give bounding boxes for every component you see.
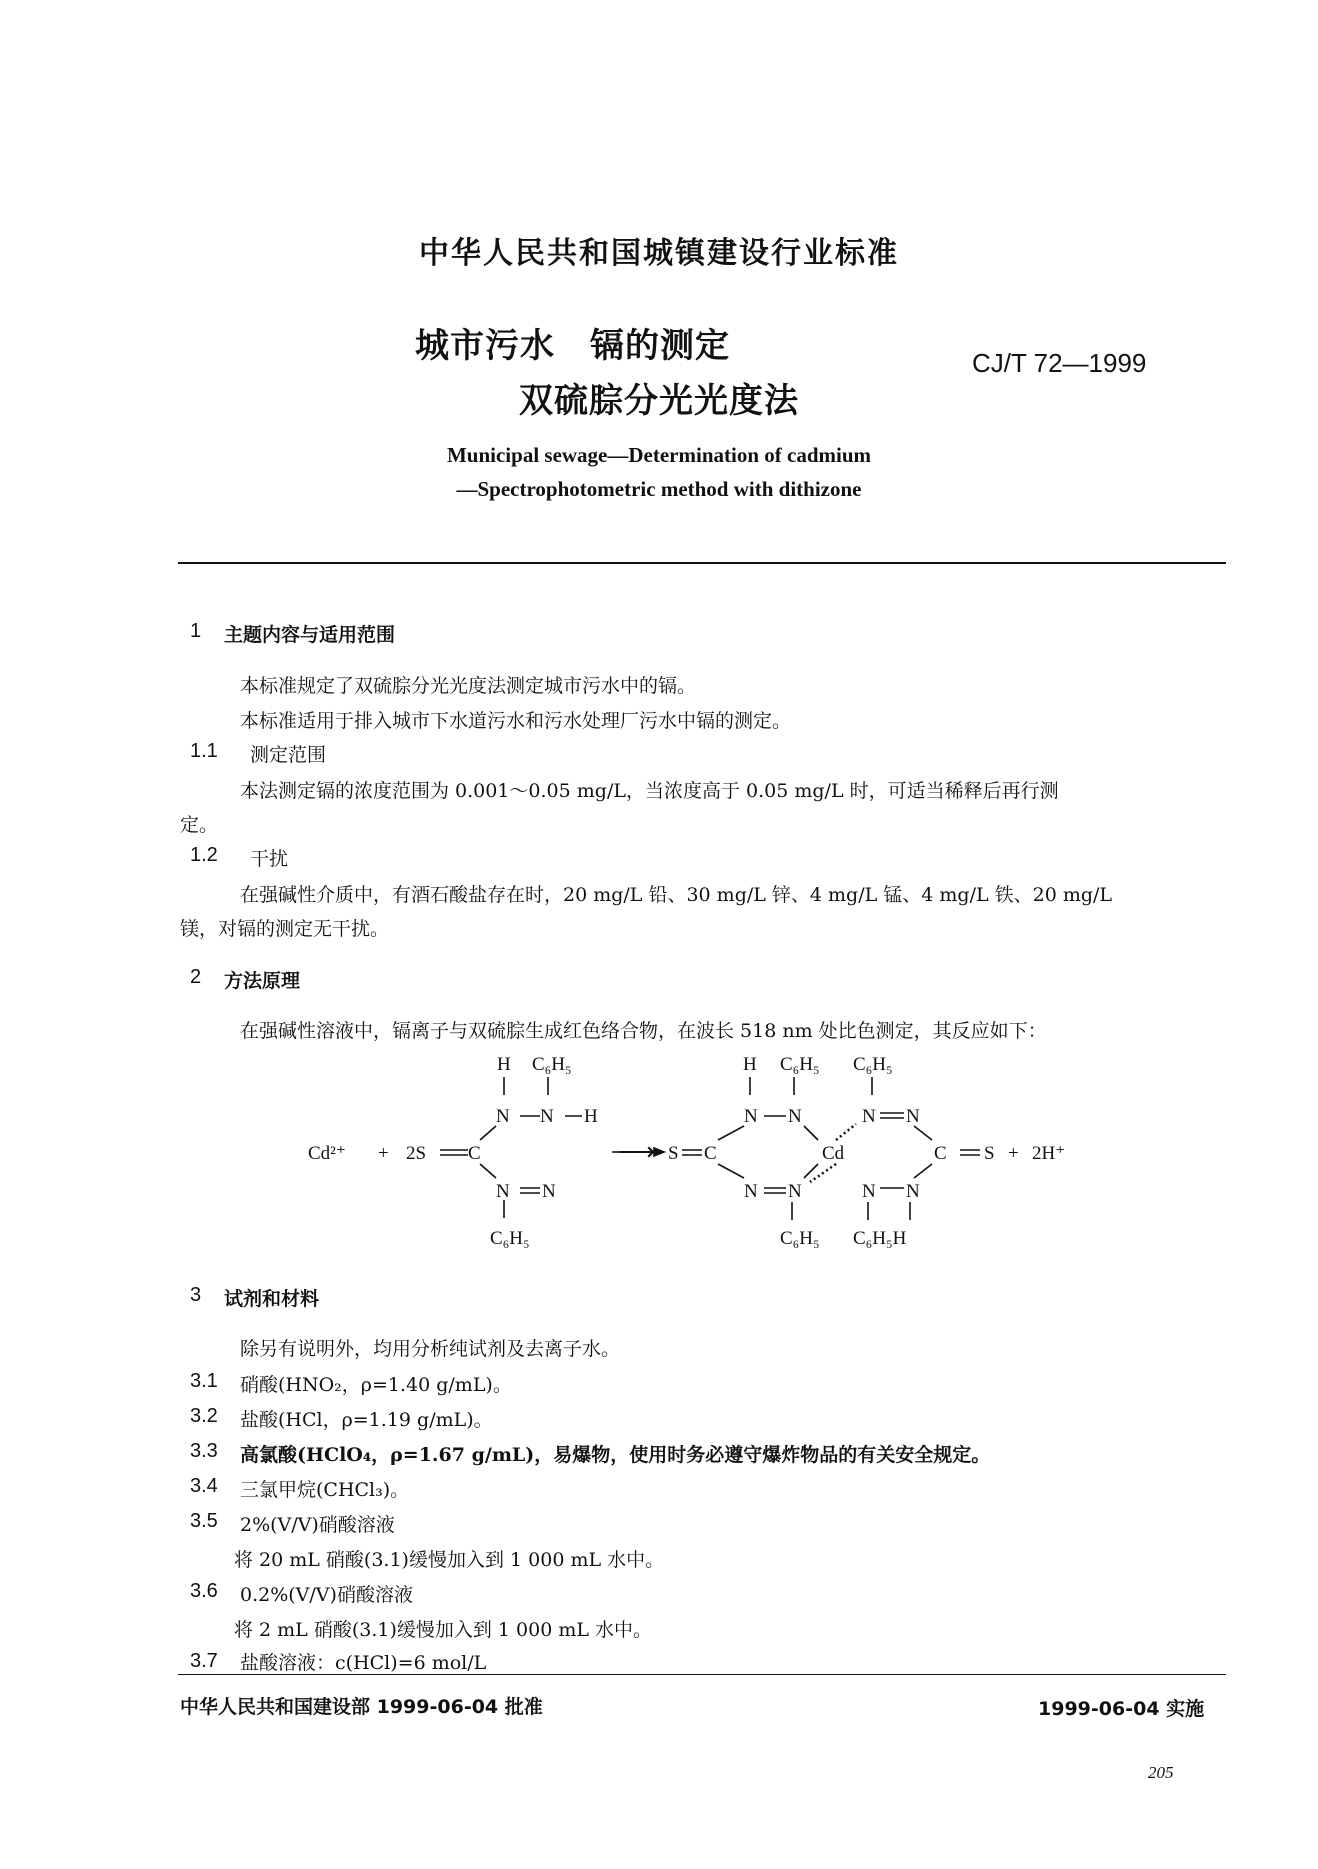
section-1-number: 1 bbox=[190, 620, 202, 642]
section-1-2-title: 干扰 bbox=[250, 848, 289, 870]
title-line-2: 双硫腙分光光度法 bbox=[519, 381, 799, 421]
section-3-para-1: 除另有说明外，均用分析纯试剂及去离子水。 bbox=[240, 1338, 621, 1360]
header-divider bbox=[178, 562, 1226, 564]
english-title-line-2: —Spectrophotometric method with dithizone bbox=[456, 477, 862, 501]
product-cd-label: Cd bbox=[822, 1143, 845, 1164]
reactant-nh-h-label: H bbox=[584, 1106, 598, 1127]
cd-ion-label: Cd²⁺ bbox=[308, 1143, 346, 1164]
item-3-1-text: 硝酸(HNO₂，ρ=1.40 g/mL)。 bbox=[240, 1374, 512, 1396]
product-n8-label: N bbox=[906, 1181, 920, 1202]
product-carbon-left-label: C bbox=[704, 1143, 717, 1164]
item-3-4-text: 三氯甲烷(CHCl₃)。 bbox=[240, 1479, 410, 1501]
section-1-2-para-b: 镁，对镉的测定无干扰。 bbox=[180, 918, 390, 940]
reaction-arrow-glyph: ⟶ bbox=[618, 1137, 656, 1166]
implementation-line: 1999-06-04 实施 bbox=[1038, 1698, 1205, 1720]
reaction-diagram bbox=[300, 1040, 1100, 1255]
section-1-title: 主题内容与适用范围 bbox=[224, 624, 396, 646]
product-n4-label: N bbox=[906, 1106, 920, 1127]
item-3-7-text: 盐酸溶液：c(HCl)=6 mol/L bbox=[240, 1652, 487, 1674]
approval-line: 中华人民共和国建设部 1999-06-04 批准 bbox=[180, 1696, 543, 1718]
section-2-number: 2 bbox=[190, 966, 202, 988]
item-3-3-number: 3.3 bbox=[190, 1440, 218, 1462]
product-n3-label: N bbox=[862, 1106, 876, 1127]
item-3-5-text: 2%(V/V)硝酸溶液 bbox=[240, 1514, 395, 1536]
item-3-2-text: 盐酸(HCl，ρ=1.19 g/mL)。 bbox=[240, 1409, 493, 1431]
section-2-title: 方法原理 bbox=[224, 970, 301, 992]
standard-name: 中华人民共和国城镇建设行业标准 bbox=[419, 236, 899, 271]
plus-sign-2: + bbox=[1008, 1143, 1019, 1164]
item-3-1-number: 3.1 bbox=[190, 1370, 218, 1392]
product-phenyl-top-left-label: C₆H₅ bbox=[780, 1054, 820, 1075]
reactant-n4-label: N bbox=[542, 1181, 556, 1202]
section-1-2-para-a: 在强碱性介质中，有酒石酸盐存在时，20 mg/L 铅、30 mg/L 锌、4 mg/L 锰、4 mg/L 铁、20 mg/L bbox=[240, 884, 1113, 906]
item-3-6-number: 3.6 bbox=[190, 1580, 218, 1602]
reactant-carbon-label: C bbox=[468, 1143, 481, 1164]
product-carbon-right-label: C bbox=[934, 1143, 947, 1164]
product-sulfur-right-label: S bbox=[984, 1143, 995, 1164]
standard-code: CJ/T 72—1999 bbox=[972, 348, 1147, 378]
item-3-5-number: 3.5 bbox=[190, 1510, 218, 1532]
section-1-1-number: 1.1 bbox=[190, 740, 218, 762]
page-number: 205 bbox=[1148, 1763, 1174, 1782]
product-n6-label: N bbox=[788, 1181, 802, 1202]
product-n2-label: N bbox=[788, 1106, 802, 1127]
hydrogen-ion-label: 2H⁺ bbox=[1032, 1143, 1066, 1164]
product-n5-label: N bbox=[744, 1181, 758, 1202]
item-3-6-note: 将 2 mL 硝酸(3.1)缓慢加入到 1 000 mL 水中。 bbox=[234, 1619, 653, 1641]
reactant-n1-label: N bbox=[496, 1106, 510, 1127]
product-phenyl-h-bottom-right-label: C₆H₅H bbox=[853, 1228, 907, 1249]
product-n7-label: N bbox=[862, 1181, 876, 1202]
section-2-para-1: 在强碱性溶液中，镉离子与双硫腙生成红色络合物，在波长 518 nm 处比色测定，其反应如下： bbox=[240, 1020, 1047, 1042]
section-1-2-number: 1.2 bbox=[190, 844, 218, 866]
item-3-5-note: 将 20 mL 硝酸(3.1)缓慢加入到 1 000 mL 水中。 bbox=[234, 1549, 665, 1571]
product-sulfur-left-label: S bbox=[668, 1143, 679, 1164]
plus-sign-1: + bbox=[378, 1143, 389, 1164]
reactant-n2-label: N bbox=[540, 1106, 554, 1127]
product-n1-label: N bbox=[744, 1106, 758, 1127]
section-1-para-1: 本标准规定了双硫腙分光光度法测定城市污水中的镉。 bbox=[240, 675, 697, 697]
reactant-n3-label: N bbox=[496, 1181, 510, 1202]
section-1-para-2: 本标准适用于排入城市下水道污水和污水处理厂污水中镉的测定。 bbox=[240, 710, 792, 732]
product-phenyl-top-right-label: C₆H₅ bbox=[853, 1054, 893, 1075]
section-3-title: 试剂和材料 bbox=[224, 1288, 320, 1310]
footer-divider bbox=[178, 1674, 1226, 1675]
english-title-line-1: Municipal sewage—Determination of cadmium bbox=[446, 443, 872, 467]
item-3-7-number: 3.7 bbox=[190, 1650, 218, 1672]
item-3-2-number: 3.2 bbox=[190, 1405, 218, 1427]
section-1-1-para-b: 定。 bbox=[180, 814, 219, 836]
product-phenyl-bottom-left-label: C₆H₅ bbox=[780, 1228, 820, 1249]
reactant-phenyl-bottom-label: C₆H₅ bbox=[490, 1228, 530, 1249]
reactant-h-label: H bbox=[497, 1054, 511, 1075]
item-3-3-text: 高氯酸(HClO₄，ρ=1.67 g/mL)，易爆物，使用时务必遵守爆炸物品的有关安全规定。 bbox=[240, 1444, 991, 1466]
item-3-4-number: 3.4 bbox=[190, 1475, 218, 1497]
item-3-6-text: 0.2%(V/V)硝酸溶液 bbox=[240, 1584, 413, 1606]
product-h-left-label: H bbox=[743, 1054, 757, 1075]
title-line-1: 城市污水 镉的测定 bbox=[415, 326, 730, 366]
section-1-1-title: 测定范围 bbox=[250, 744, 327, 766]
reactant-sulfur-label: 2S bbox=[406, 1143, 427, 1164]
section-3-number: 3 bbox=[190, 1284, 202, 1306]
reactant-phenyl-top-label: C₆H₅ bbox=[532, 1054, 572, 1075]
section-1-1-para-a: 本法测定镉的浓度范围为 0.001～0.05 mg/L，当浓度高于 0.05 mg/L 时，可适当稀释后再行测 bbox=[240, 780, 1059, 802]
